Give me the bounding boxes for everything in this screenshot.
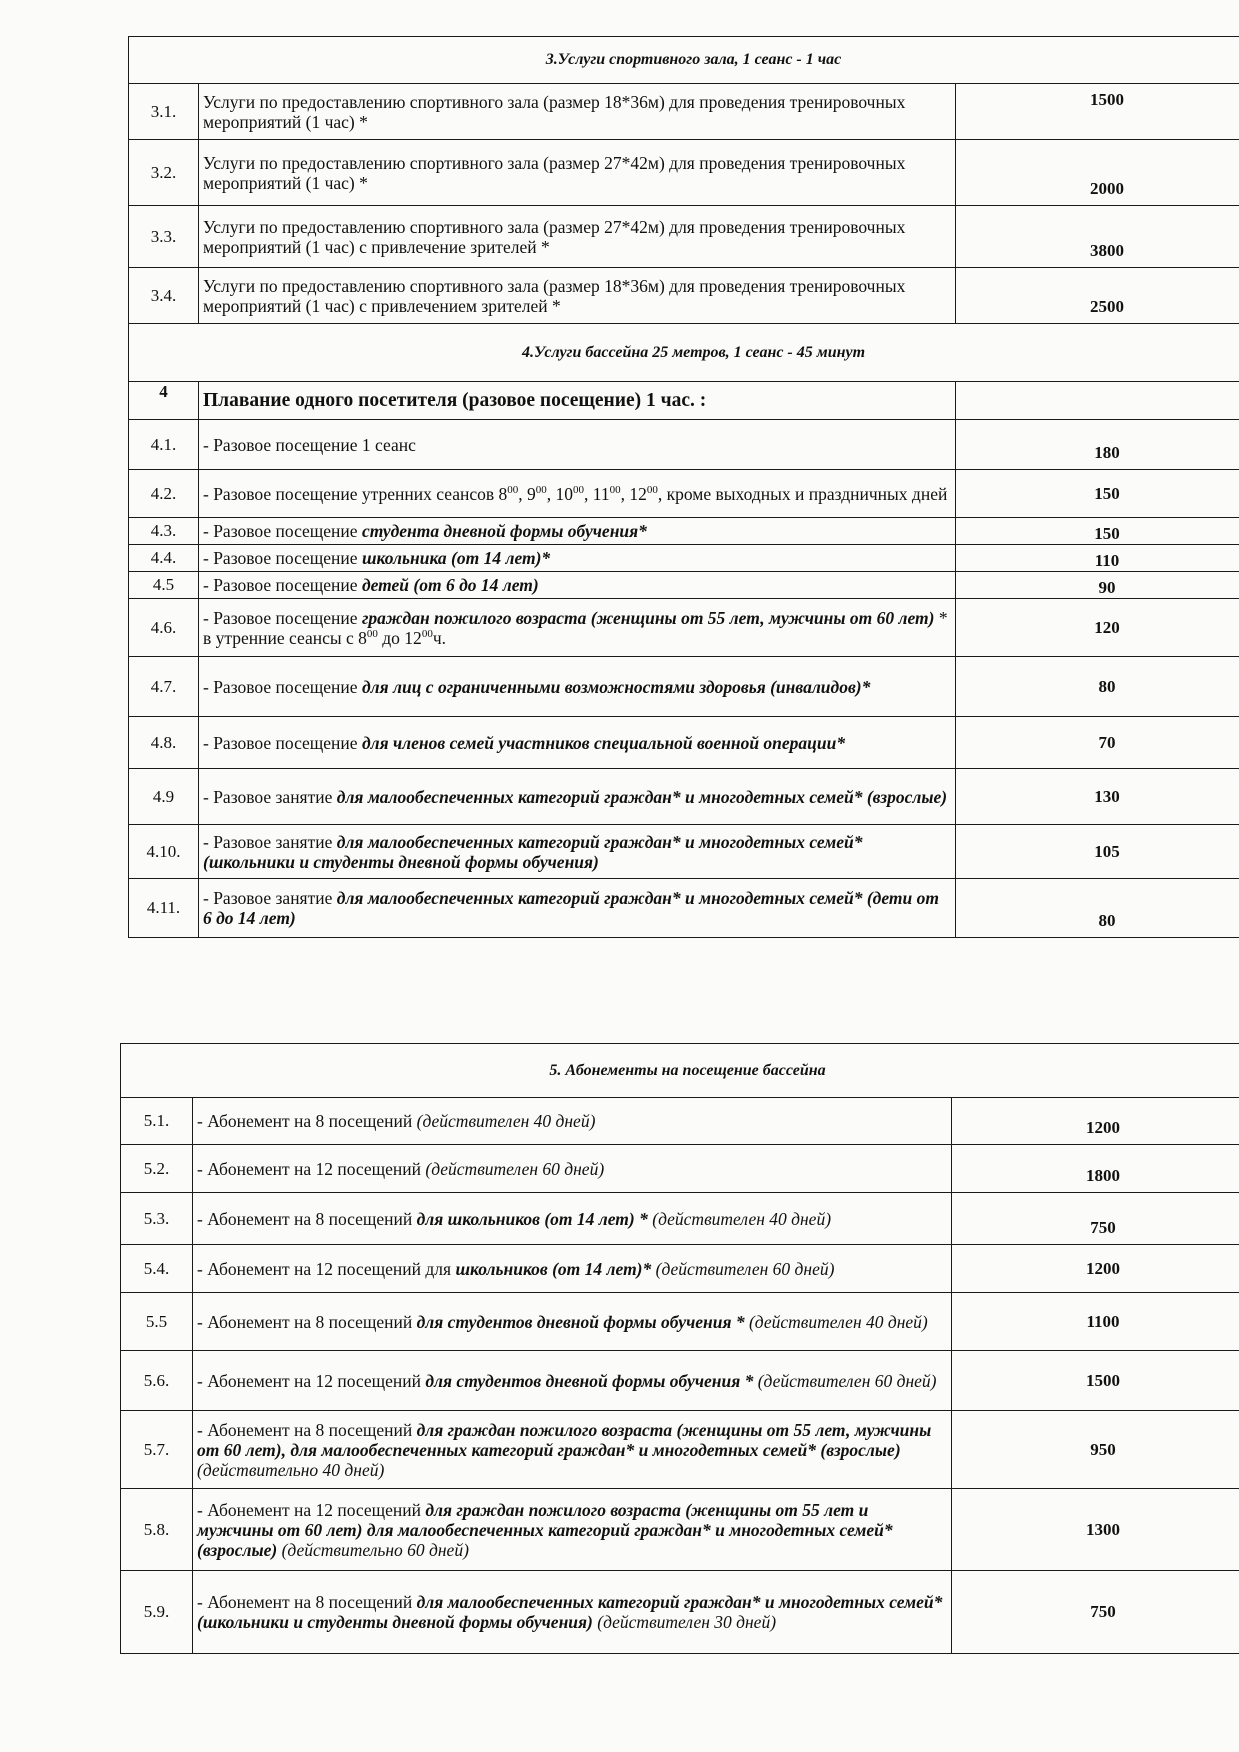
row-price: 150	[956, 518, 1239, 545]
row-number: 4.7.	[129, 657, 199, 717]
row-number: 4.11.	[129, 879, 199, 938]
superscript: 00	[646, 483, 658, 496]
row-number: 3.1.	[129, 84, 199, 140]
text-emphasis: граждан пожилого возраста (женщины от 55 лет, мужчины от 60 лет)	[361, 607, 935, 628]
row-price: 2000	[956, 140, 1239, 206]
text-part: - Абонемент на 8 посещений	[197, 1419, 417, 1440]
text-part: до 12	[377, 627, 422, 648]
row-description	[199, 470, 956, 518]
table-row	[121, 1571, 1239, 1654]
text-part: , 10	[546, 483, 574, 504]
row-description	[193, 1245, 952, 1293]
row-number: 5.1.	[121, 1098, 193, 1145]
row-number: 5.6.	[121, 1351, 193, 1411]
table-row	[129, 84, 1239, 140]
table-row	[129, 140, 1239, 206]
section-4-title: 4.Услуги бассейна 25 метров, 1 сеанс - 45 минут	[129, 324, 1239, 382]
row-number: 5.4.	[121, 1245, 193, 1293]
row-description: Плавание одного посетителя (разовое посещение) 1 час. :	[199, 382, 956, 420]
superscript: 00	[421, 627, 433, 640]
table-row	[129, 572, 1239, 599]
text-part: - Разовое занятие	[203, 888, 337, 908]
table-row	[129, 717, 1239, 769]
section-3-title: 3.Услуги спортивного зала, 1 сеанс - 1 час	[129, 37, 1239, 84]
superscript: 00	[573, 483, 585, 496]
table-row	[129, 206, 1239, 268]
table-row	[129, 518, 1239, 545]
row-number: 5.7.	[121, 1411, 193, 1489]
text-part: - Абонемент на 12 посещений	[197, 1499, 426, 1520]
row-description	[199, 825, 956, 879]
text-emphasis: для малообеспеченных категорий граждан* и многодетных семей* (дети от 6 до 14 лет)	[203, 888, 939, 928]
table-row	[129, 382, 1239, 420]
row-description: Услуги по предоставлению спортивного зала (размер 18*36м) для проведения тренировочных мероприятий (1 час) *	[199, 84, 956, 140]
text-part: - Разовое посещение	[203, 521, 362, 541]
text-emphasis: для малообеспеченных категорий граждан* и многодетных семей* (школьники и студенты дневной формы обучения)	[203, 831, 863, 872]
row-price: 750	[952, 1193, 1239, 1245]
row-price: 105	[956, 825, 1239, 879]
row-price: 1100	[952, 1293, 1239, 1351]
text-part: , 12	[620, 483, 647, 504]
row-description	[193, 1293, 952, 1351]
text-italic: (действителен 30 дней)	[592, 1612, 777, 1632]
row-number: 4.3.	[129, 518, 199, 545]
row-number: 4.4.	[129, 545, 199, 572]
text-part: - Разовое посещение	[203, 548, 362, 568]
row-number: 5.3.	[121, 1193, 193, 1245]
text-emphasis: для малообеспеченных категорий граждан* и многодетных семей* (взрослые)	[336, 786, 948, 807]
row-number: 4.1.	[129, 420, 199, 470]
row-description	[199, 545, 956, 572]
section-4-table	[128, 323, 1239, 938]
superscript: 00	[609, 483, 621, 496]
text-emphasis: для граждан пожилого возраста (женщины от 55 лет и мужчины от 60 лет) для малообеспеченных категорий граждан* и многодетных семей* (взрослые)	[197, 1499, 893, 1560]
row-description: Услуги по предоставлению спортивного зала (размер 27*42м) для проведения тренировочных мероприятий (1 час) *	[199, 140, 956, 206]
row-number: 3.2.	[129, 140, 199, 206]
table-row	[129, 599, 1239, 657]
row-number: 3.3.	[129, 206, 199, 268]
table-row	[121, 1193, 1239, 1245]
table-row	[129, 470, 1239, 518]
text-italic: (действителен 40 дней)	[416, 1111, 596, 1131]
text-emphasis: студента дневной формы обучения*	[361, 521, 647, 541]
table-row	[121, 1245, 1239, 1293]
row-description	[193, 1351, 952, 1411]
text-part: - Разовое посещение	[203, 732, 362, 753]
text-italic: (действителен 40 дней)	[647, 1208, 832, 1229]
text-part: , 11	[584, 483, 610, 504]
text-italic: (действительно 60 дней)	[277, 1539, 469, 1560]
section-3-table	[128, 36, 1239, 324]
text-part: - Абонемент на 12 посещений для	[197, 1258, 456, 1279]
text-italic: (действительно 40 дней)	[197, 1459, 385, 1480]
text-part: - Разовое посещение	[203, 607, 362, 628]
text-emphasis: для студентов дневной формы обучения *	[425, 1370, 754, 1391]
row-number: 4.6.	[129, 599, 199, 657]
row-price: 950	[952, 1411, 1239, 1489]
table-row	[121, 1293, 1239, 1351]
row-number: 4.10.	[129, 825, 199, 879]
row-price: 90	[956, 572, 1239, 599]
superscript: 00	[507, 483, 519, 496]
text-part: - Разовое занятие	[203, 786, 337, 807]
row-price: 1300	[952, 1489, 1239, 1571]
text-part: - Разовое посещение	[203, 676, 362, 697]
text-italic: (действителен 40 дней)	[744, 1311, 928, 1332]
row-description: Услуги по предоставлению спортивного зала (размер 27*42м) для проведения тренировочных мероприятий (1 час) с привлечение зрителей *	[199, 206, 956, 268]
table-row	[129, 657, 1239, 717]
section-3-header-row	[129, 37, 1239, 84]
text-part: - Абонемент на 8 посещений	[197, 1592, 417, 1612]
row-description: Услуги по предоставлению спортивного зала (размер 18*36м) для проведения тренировочных мероприятий (1 час) с привлечением зрителей *	[199, 268, 956, 324]
row-price: 80	[956, 657, 1239, 717]
text-part: - Разовое посещение	[203, 575, 362, 595]
row-price: 180	[956, 420, 1239, 470]
row-number: 4.2.	[129, 470, 199, 518]
row-description: - Разовое посещение 1 сеанс	[199, 420, 956, 470]
section-4-header-row	[129, 324, 1239, 382]
text-emphasis: для школьников (от 14 лет) *	[416, 1208, 648, 1229]
text-part: - Разовое занятие	[203, 831, 337, 852]
table-row	[121, 1145, 1239, 1193]
row-number: 4	[129, 382, 199, 420]
row-number: 5.8.	[121, 1489, 193, 1571]
row-description	[199, 518, 956, 545]
row-number: 4.5	[129, 572, 199, 599]
row-description	[199, 717, 956, 769]
row-description	[193, 1145, 952, 1193]
row-price: 750	[952, 1571, 1239, 1654]
row-number: 5.9.	[121, 1571, 193, 1654]
text-part: - Абонемент на 8 посещений	[197, 1111, 417, 1131]
text-part: - Абонемент на 8 посещений	[197, 1311, 417, 1332]
row-price: 130	[956, 769, 1239, 825]
text-part: * в утренние сеансы с 8	[203, 607, 948, 648]
text-emphasis: детей (от 6 до 14 лет)	[361, 575, 539, 595]
row-description	[193, 1489, 952, 1571]
row-price: 80	[956, 879, 1239, 938]
row-description	[193, 1571, 952, 1654]
row-description	[193, 1193, 952, 1245]
table-row	[121, 1351, 1239, 1411]
row-price: 1500	[956, 84, 1239, 140]
text-emphasis: для граждан пожилого возраста (женщины от 55 лет, мужчины от 60 лет), для малообеспеченных категорий граждан* и многодетных семей* (взрослые)	[197, 1419, 932, 1460]
row-number: 3.4.	[129, 268, 199, 324]
table-row	[129, 769, 1239, 825]
table-row	[129, 268, 1239, 324]
text-emphasis: для лиц с ограниченными возможностями здоровья (инвалидов)*	[361, 676, 871, 697]
text-part: - Абонемент на 12 посещений	[197, 1370, 426, 1391]
row-price: 2500	[956, 268, 1239, 324]
text-italic: (действителен 60 дней)	[753, 1370, 937, 1391]
table-row	[121, 1489, 1239, 1571]
table-row	[129, 545, 1239, 572]
text-emphasis: для студентов дневной формы обучения *	[416, 1311, 745, 1332]
section-5-table	[120, 1043, 1239, 1654]
text-emphasis: для членов семей участников специальной военной операции*	[361, 732, 846, 753]
row-description	[199, 769, 956, 825]
table-row	[129, 420, 1239, 470]
row-description	[199, 599, 956, 657]
superscript: 00	[366, 627, 378, 640]
row-description	[199, 879, 956, 938]
row-price: 110	[956, 545, 1239, 572]
text-emphasis: школьников (от 14 лет)*	[455, 1258, 652, 1279]
row-price: 1500	[952, 1351, 1239, 1411]
superscript: 00	[535, 483, 547, 496]
table-row	[129, 879, 1239, 938]
row-number: 5.5	[121, 1293, 193, 1351]
row-price-empty	[956, 382, 1239, 420]
row-number: 4.9	[129, 769, 199, 825]
row-price: 1800	[952, 1145, 1239, 1193]
table-row	[121, 1411, 1239, 1489]
text-part: - Абонемент на 8 посещений	[197, 1208, 417, 1229]
row-description	[199, 572, 956, 599]
text-part: ч.	[432, 627, 446, 648]
text-part: - Абонемент на 12 посещений	[197, 1158, 426, 1179]
row-price: 120	[956, 599, 1239, 657]
text-part: , 9	[518, 483, 536, 504]
table-row	[121, 1098, 1239, 1145]
table-row	[129, 825, 1239, 879]
text-emphasis: для малообеспеченных категорий граждан* и многодетных семей* (школьники и студенты дневной формы обучения)	[197, 1592, 943, 1632]
row-price: 1200	[952, 1245, 1239, 1293]
section-5-title: 5. Абонементы на посещение бассейна	[121, 1044, 1239, 1098]
row-number: 4.8.	[129, 717, 199, 769]
row-description	[199, 657, 956, 717]
text-italic: (действителен 60 дней)	[425, 1158, 605, 1179]
row-number: 5.2.	[121, 1145, 193, 1193]
row-description	[193, 1098, 952, 1145]
row-price: 150	[956, 470, 1239, 518]
text-part: - Разовое посещение утренних сеансов 8	[203, 483, 508, 504]
text-part: , кроме выходных и праздничных дней	[657, 483, 948, 504]
text-emphasis: школьника (от 14 лет)*	[361, 548, 551, 568]
row-price: 3800	[956, 206, 1239, 268]
text-italic: (действителен 60 дней)	[651, 1258, 835, 1279]
row-price: 1200	[952, 1098, 1239, 1145]
row-description	[193, 1411, 952, 1489]
section-5-header-row	[121, 1044, 1239, 1098]
row-price: 70	[956, 717, 1239, 769]
